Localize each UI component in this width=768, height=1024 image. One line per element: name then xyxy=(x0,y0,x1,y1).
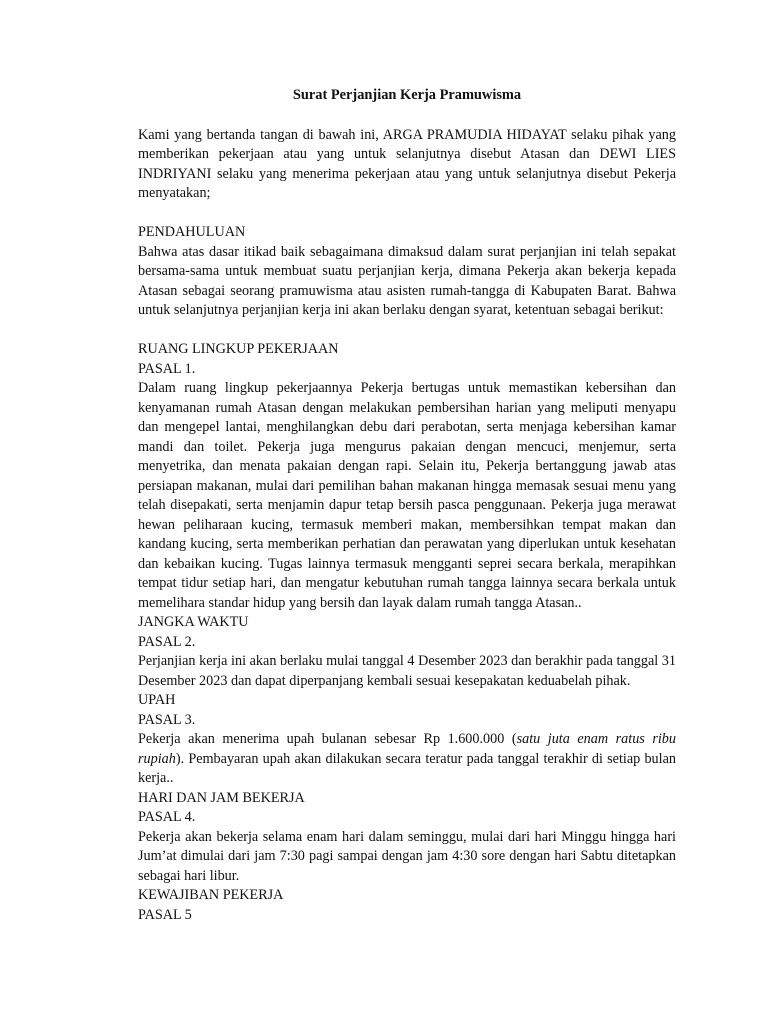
pendahuluan-paragraph: Bahwa atas dasar itikad baik sebagaimana dimaksud dalam surat perjanjian ini telah sepakat bersama-sama untuk membuat suatu perjanjian kerja, dimana Pekerja akan bekerja kepada Atasan sebagai seorang pramuwisma atau asisten rumah-tangga di Kabupaten Barat. Bahwa untuk selanjutnya perjanjian kerja ini akan berlaku dengan syarat, ketentuan sebagai berikut: xyxy=(138,243,676,318)
document-title: Surat Perjanjian Kerja Pramuwisma xyxy=(292,87,522,103)
pasal-3-text-after: ). Pembayaran upah akan dilakukan secara teratur pada tanggal terakhir di setiap bulan kerja.. xyxy=(138,750,676,786)
document-page xyxy=(138,86,676,925)
pasal-3-text-before: Pekerja akan menerima upah bulanan sebesar Rp 1.600.000 ( xyxy=(138,731,517,747)
intro-paragraph: Kami yang bertanda tangan di bawah ini, ARGA PRAMUDIA HIDAYAT selaku pihak yang memberikan pekerjaan atau yang untuk selanjutnya disebut Atasan dan DEWI LIES INDRIYANI selaku yang menerima pekerjaan atau yang untuk selanjutnya disebut Pekerja menyatakan; xyxy=(138,126,676,201)
section-heading-kewajiban: KEWAJIBAN PEKERJA xyxy=(138,887,284,903)
section-heading-ruang-lingkup: RUANG LINGKUP PEKERJAAN xyxy=(138,341,339,357)
pasal-4-paragraph: Pekerja akan bekerja selama enam hari dalam seminggu, mulai dari hari Minggu hingga hari Jum’at dimulai dari jam 7:30 pagi sampai dengan jam 4:30 sore dengan hari Sabtu ditetapkan sebagai hari libur. xyxy=(138,828,676,884)
paragraph-spacer xyxy=(138,321,676,341)
pasal-1-paragraph: Dalam ruang lingkup pekerjaannya Pekerja bertugas untuk memastikan kebersihan dan kenyamanan rumah Atasan dengan melakukan pembersihan harian yang meliputi menyapu dan mengepel lantai, menghilangkan debu dari perabotan, serta menjaga kebersihan kamar mandi dan toilet. Pekerja juga mengurus pakaian dengan mencuci, menjemur, serta menyetrika, dan menata pakaian dengan rapi. Selain itu, Pekerja bertanggung jawab atas persiapan makanan, mulai dari pemilihan bahan makanan hingga memasak sesuai menu yang telah disepakati, serta menjamin dapur tetap bersih pasca penggunaan. Pekerja juga merawat hewan peliharaan kucing, termasuk memberi makan, membersihkan tempat makan dan kandang kucing, serta memberikan perhatian dan perawatan yang diperlukan untuk kesehatan dan kebaikan kucing. Tugas lainnya termasuk mengganti seprei secara berkala, merapihkan tempat tidur setiap hari, dan mengatur kebutuhan rumah tangga lainnya secara berkala untuk memelihara standar hidup yang bersih dan layak dalam rumah tangga Atasan.. xyxy=(138,380,676,611)
pasal-3-paragraph xyxy=(138,730,676,789)
paragraph-spacer xyxy=(138,204,676,224)
section-heading-pendahuluan: PENDAHULUAN xyxy=(138,224,246,240)
pasal-5-label: PASAL 5 xyxy=(138,906,192,923)
section-heading-hari-jam: HARI DAN JAM BEKERJA xyxy=(138,789,305,806)
section-heading-upah: UPAH xyxy=(138,692,176,708)
pasal-4-label: PASAL 4. xyxy=(138,809,196,825)
pasal-3-label: PASAL 3. xyxy=(138,711,196,728)
pasal-2-paragraph: Perjanjian kerja ini akan berlaku mulai tanggal 4 Desember 2023 dan berakhir pada tanggal 31 Desember 2023 dan dapat diperpanjang kembali sesuai kesepakatan keduabelah pihak. xyxy=(138,653,676,689)
pasal-3-amount-words: satu juta enam ratus ribu rupiah xyxy=(138,731,676,767)
section-heading-jangka-waktu: JANGKA WAKTU xyxy=(138,614,249,630)
pasal-1-label: PASAL 1. xyxy=(138,360,196,377)
pasal-2-label: PASAL 2. xyxy=(138,633,196,650)
